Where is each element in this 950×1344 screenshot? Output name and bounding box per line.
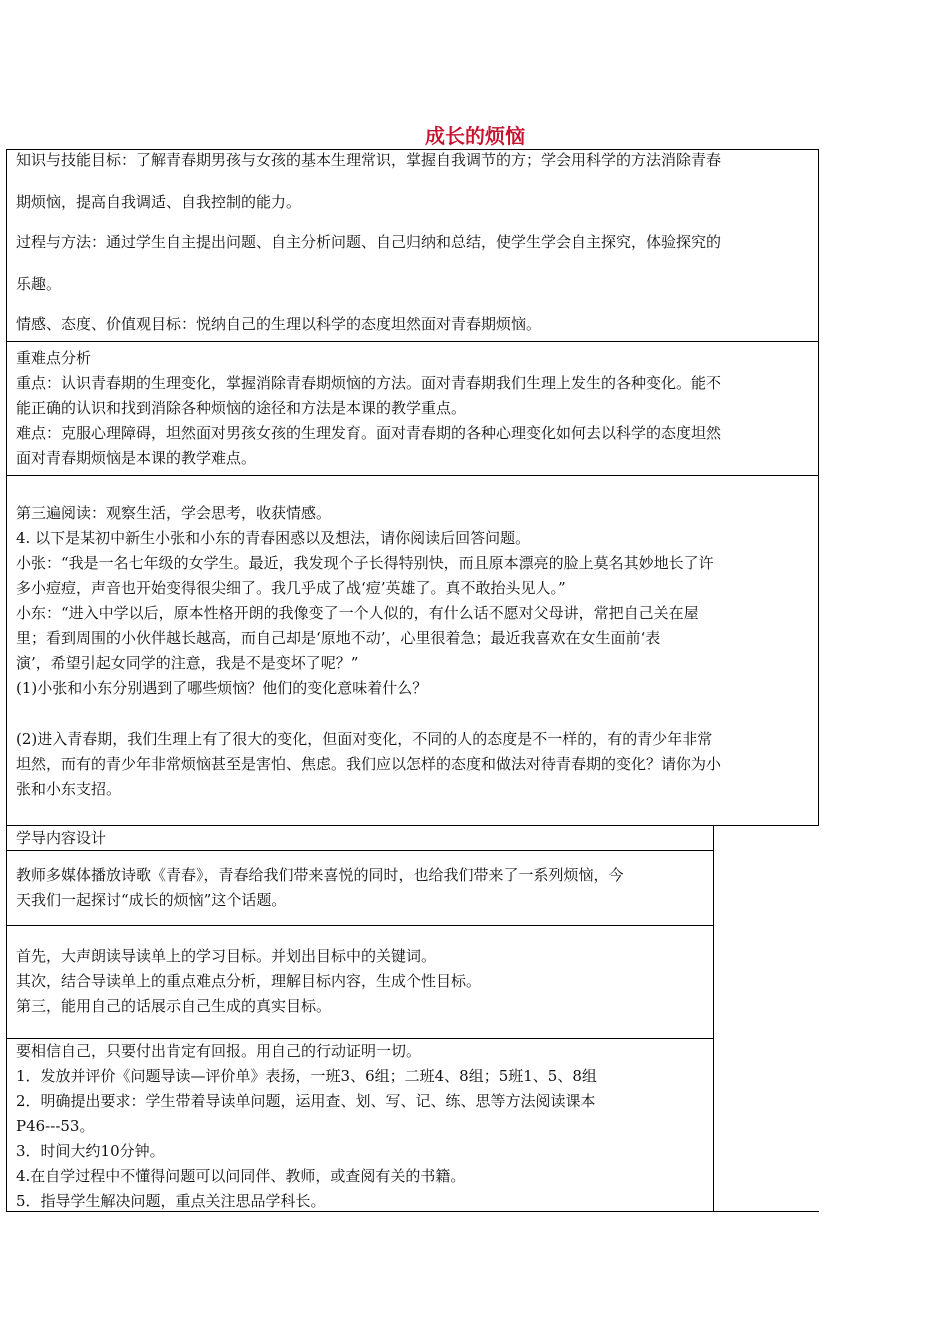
list-item: P46---53。 (16, 1117, 95, 1135)
key-points-cell (16, 346, 721, 471)
key-point-line: 能正确的认识和找到消除各种烦恼的途径和方法是本课的教学重点。 (16, 399, 467, 417)
knowledge-objective-line: 期烦恼，提高自我调适、自我控制的能力。 (16, 193, 302, 211)
sub-question-2-line: 坦然，而有的青少年非常烦恼甚至是害怕、焦虑。我们应以怎样的态度和做法对待青春期的变化？请你为小 (16, 755, 722, 773)
step-line: 首先，大声朗读导读单上的学习目标。并划出目标中的关键词。 (16, 947, 437, 965)
row-divider (6, 850, 714, 851)
design-intro-line: 教师多媒体播放诗歌《青春》，青春给我们带来喜悦的同时，也给我们带来了一系列烦恼，今 (16, 866, 624, 884)
design-heading-cell (16, 826, 106, 851)
dong-quote-line: 小东：“进入中学以后，原本性格开朗的我像变了一个人似的，有什么话不愿对父母讲，常把自己关在屋 (16, 604, 699, 622)
sub-question-2-line: 张和小东支招。 (16, 780, 122, 798)
step-line: 其次，结合导读单上的重点难点分析，理解目标内容，生成个性目标。 (16, 972, 482, 990)
process-objective-line: 乐趣。 (16, 275, 62, 293)
list-item: 1．发放并评价《问题导读—评价单》表扬，一班3、6组；二班4、8组；5班1、5、8组 (16, 1067, 597, 1085)
design-list-cell (16, 1039, 597, 1214)
key-point-line: 重点：认识青春期的生理变化，掌握消除青春期烦恼的方法。面对青春期我们生理上发生的各种变化。能不 (16, 374, 722, 392)
objectives-cell (16, 140, 721, 344)
dong-quote-line: 演’，希望引起女同学的注意，我是不是变坏了呢？” (16, 654, 359, 672)
question-4: 4. 以下是某初中新生小张和小东的青春困惑以及想法，请你阅读后回答问题。 (16, 529, 531, 547)
row-divider (6, 475, 819, 476)
process-objective-line: 过程与方法：通过学生自主提出问题、自主分析问题、自己归纳和总结，使学生学会自主探究，体验探究的 (16, 233, 722, 251)
list-item: 4.在自学过程中不懂得问题可以问同伴、教师，或查阅有关的书籍。 (16, 1167, 466, 1185)
emotion-objective-line: 情感、态度、价值观目标：悦纳自己的生理以科学的态度坦然面对青春期烦恼。 (16, 315, 542, 333)
table-border-left (6, 149, 7, 1212)
zhang-quote-line: 小张：“我是一名七年级的女学生。最近，我发现个子长得特别快，而且原本漂亮的脸上莫名其妙地长了许 (16, 554, 714, 572)
row-divider (6, 925, 714, 926)
sub-question-2-line: (2)进入青春期，我们生理上有了很大的变化，但面对变化，不同的人的态度是不一样的，有的青少年非常 (16, 730, 713, 748)
list-item: 3．时间大约10分钟。 (16, 1142, 165, 1160)
design-steps-cell (16, 944, 481, 1019)
zhang-quote-line: 多小痘痘，声音也开始变得很尖细了。我几乎成了战‘痘’英雄了。真不敢抬头见人。” (16, 579, 566, 597)
difficult-point-line: 难点：克服心理障碍，坦然面对男孩女孩的生理发育。面对青春期的各种心理变化如何去以科学的态度坦然 (16, 424, 722, 442)
reading-intro: 第三遍阅读：观察生活，学会思考，收获情感。 (16, 504, 332, 522)
key-points-heading: 重难点分析 (16, 349, 92, 367)
table-border-right-lower (713, 825, 714, 1212)
step-line: 第三，能用自己的话展示自己生成的真实目标。 (16, 997, 332, 1015)
dong-quote-line: 里；看到周围的小伙伴越长越高，而自己却是‘原地不动’，心里很着急；最近我喜欢在女生面前‘表 (16, 629, 661, 647)
reading-cell (16, 501, 721, 802)
document-title: 成长的烦恼 (425, 124, 525, 148)
design-intro-line: 天我们一起探讨“成长的烦恼”这个话题。 (16, 891, 287, 909)
list-item: 2．明确提出要求：学生带着导读单问题，运用查、划、写、记、练、思等方法阅读课本 (16, 1092, 596, 1110)
list-item: 5．指导学生解决问题，重点关注思品学科长。 (16, 1192, 326, 1210)
table-border-right (818, 149, 819, 826)
design-intro-cell (16, 863, 624, 913)
sub-question-1: (1)小张和小东分别遇到了哪些烦恼？他们的变化意味着什么？ (16, 679, 428, 697)
difficult-point-line: 面对青春期烦恼是本课的教学难点。 (16, 449, 257, 467)
design-heading: 学导内容设计 (16, 829, 107, 847)
belief-line: 要相信自己，只要付出肯定有回报。用自己的行动证明一切。 (16, 1042, 422, 1060)
row-divider (6, 825, 819, 826)
knowledge-objective-line: 知识与技能目标：了解青春期男孩与女孩的基本生理常识，掌握自我调节的方；学会用科学的方法消除青春 (16, 151, 722, 169)
